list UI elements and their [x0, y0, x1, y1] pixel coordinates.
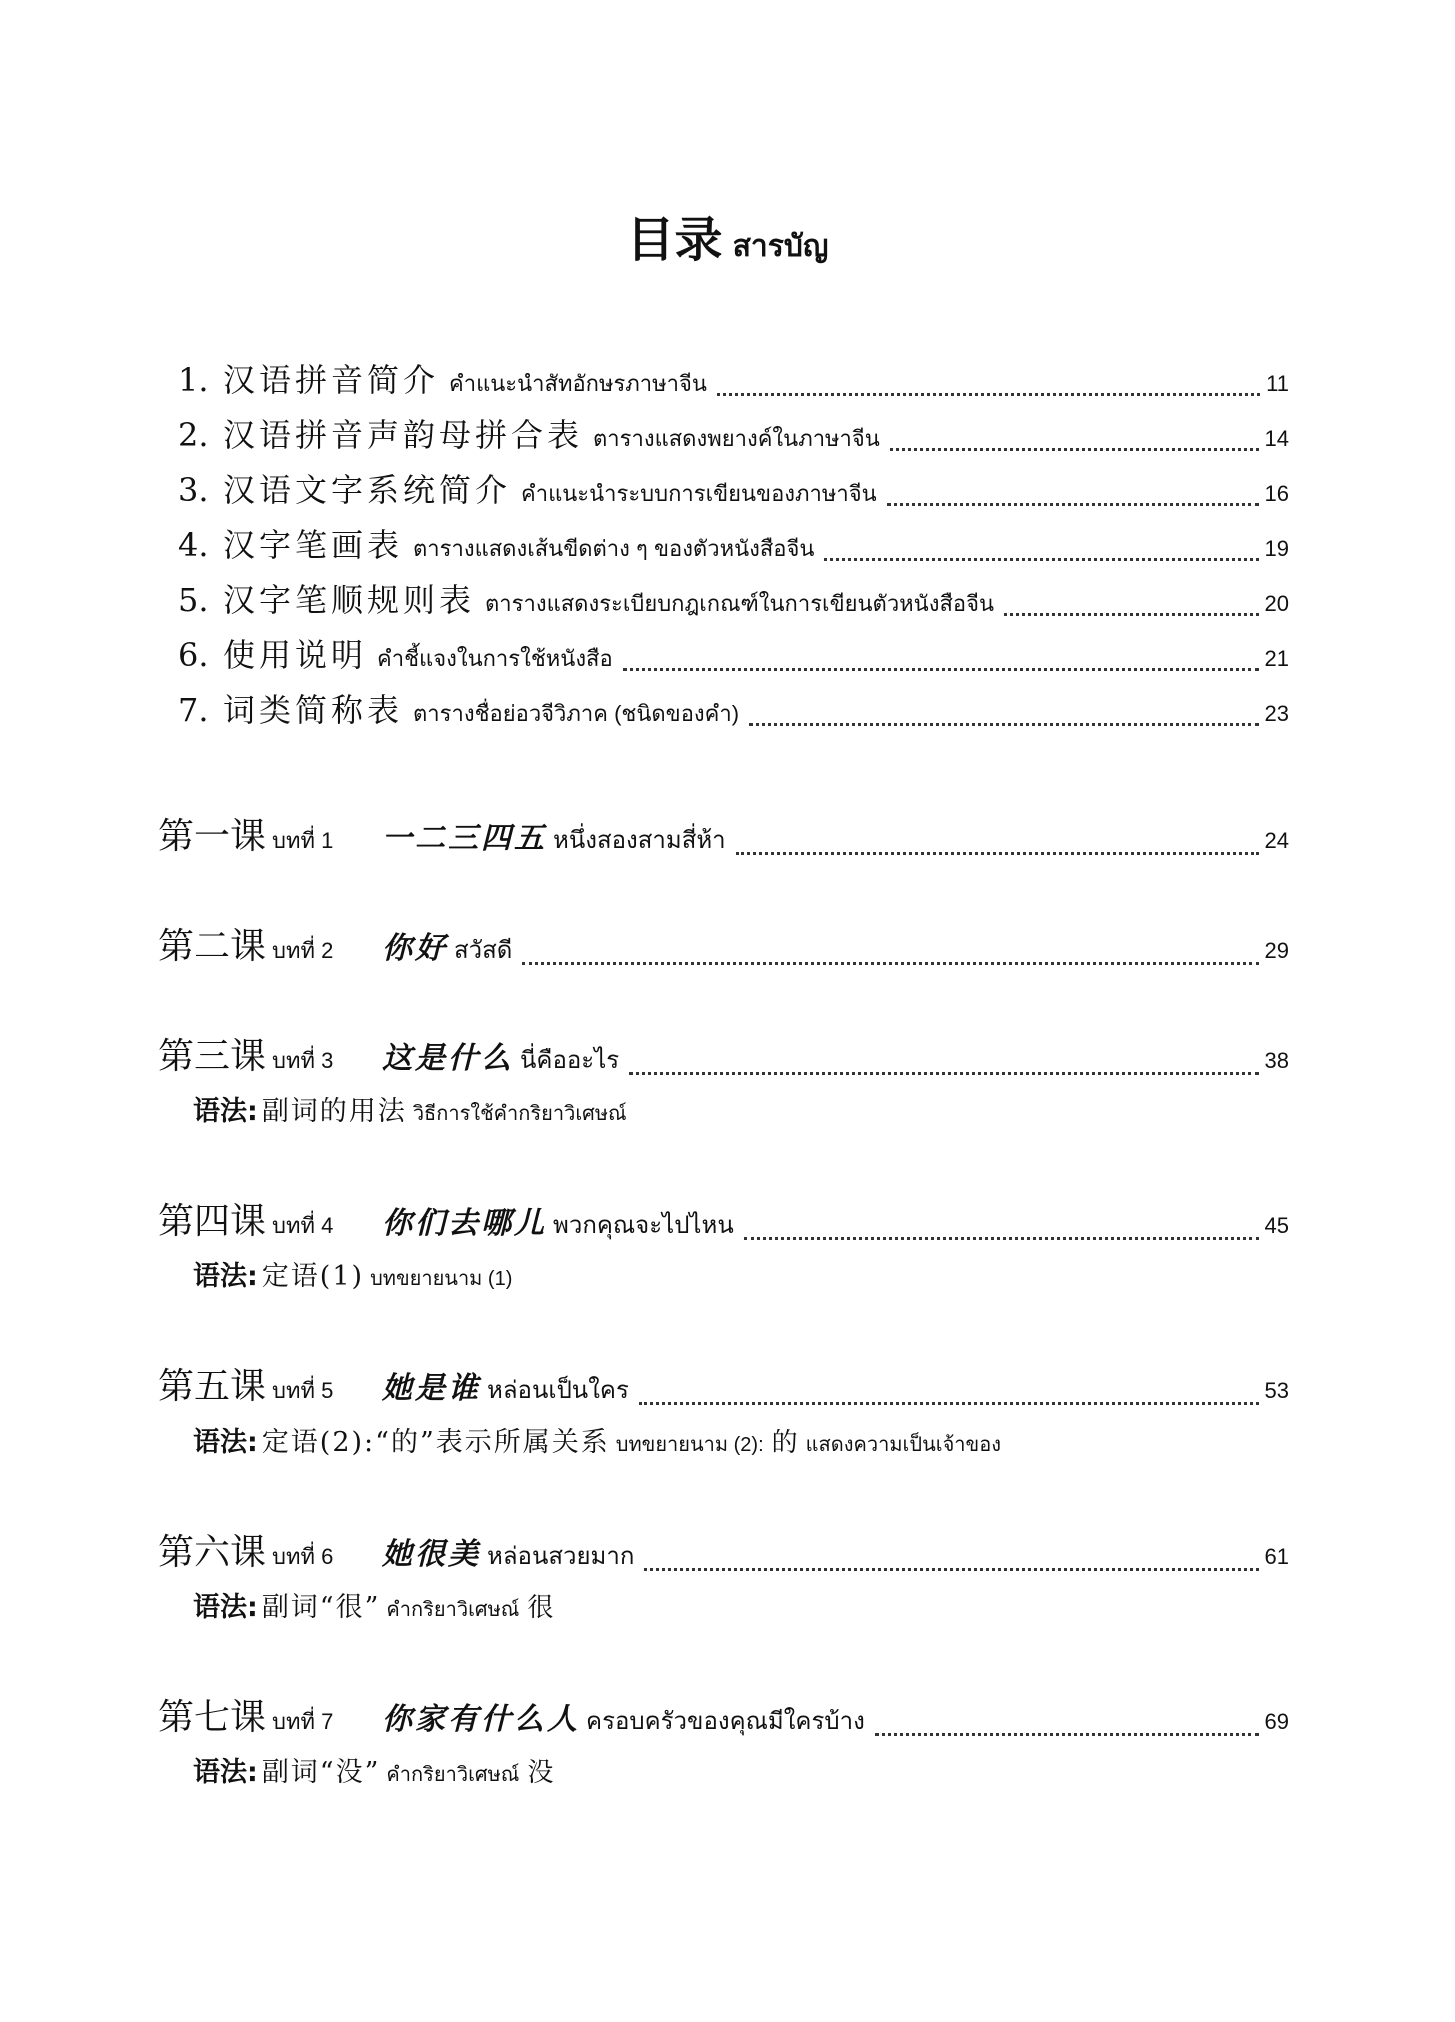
- lesson-number-zh: 第一课: [158, 816, 267, 857]
- lesson-title-zh: 你好: [382, 931, 449, 966]
- dot-leader: [623, 668, 1259, 671]
- lesson-title-th: ครอบครัวของคุณมีใครบ้าง: [586, 1708, 865, 1735]
- grammar-label: 语法:: [193, 1427, 258, 1458]
- item-number: 4.: [178, 526, 209, 564]
- grammar-label: 语法:: [193, 1096, 258, 1127]
- grammar-topic-zh: 副词“没”: [261, 1757, 381, 1788]
- lesson-number-th: บทที่ 6: [272, 1544, 334, 1569]
- lesson-title-zh: 她很美: [382, 1537, 482, 1572]
- item-number: 2.: [178, 416, 209, 454]
- dot-leader: [522, 962, 1258, 965]
- lesson-title-th: สวัสดี: [454, 937, 513, 964]
- item-title-zh: 汉字笔画表: [223, 526, 404, 564]
- lesson-page-number: 61: [1264, 1544, 1289, 1569]
- lesson-title-zh: 她是谁: [382, 1371, 482, 1406]
- toc-lesson-5[interactable]: [158, 1358, 1289, 1414]
- page-title: [0, 205, 1455, 286]
- toc-intro-item-1[interactable]: [178, 355, 1289, 405]
- grammar-topic-zh: 副词“很”: [261, 1592, 381, 1623]
- grammar-topic-th: วิธีการใช้คำกริยาวิเศษณ์: [412, 1103, 627, 1125]
- lesson-number-zh: 第二课: [158, 926, 267, 967]
- dot-leader: [744, 1237, 1259, 1240]
- lesson-page-number: 38: [1264, 1048, 1289, 1073]
- dot-leader: [890, 448, 1259, 451]
- dot-leader: [736, 852, 1259, 855]
- item-page-number: 19: [1264, 536, 1289, 561]
- lesson-title-th: พวกคุณจะไปไหน: [553, 1212, 734, 1239]
- grammar-topic-zh-extra: 很: [527, 1593, 554, 1623]
- lesson-title-zh: 这是什么: [382, 1041, 515, 1076]
- item-page-number: 23: [1264, 701, 1289, 726]
- lesson-title-zh: 你家有什么人: [382, 1702, 581, 1737]
- item-title-zh: 汉语拼音简介: [223, 361, 440, 399]
- dot-leader: [824, 558, 1258, 561]
- toc-intro-item-2[interactable]: [178, 410, 1289, 460]
- item-page-number: 21: [1264, 646, 1289, 671]
- lesson-title-th: หนึ่งสองสามสี่ห้า: [553, 827, 726, 854]
- item-title-th: ตารางแสดงเส้นขีดต่าง ๆ ของตัวหนังสือจีน: [413, 536, 815, 561]
- lesson-number-th: บทที่ 2: [272, 938, 334, 963]
- lesson-page-number: 69: [1264, 1709, 1289, 1734]
- lesson-6-grammar: [193, 1585, 553, 1625]
- item-title-zh: 汉字笔顺规则表: [223, 581, 476, 619]
- item-title-th: คำแนะนำระบบการเขียนของภาษาจีน: [521, 481, 877, 506]
- item-page-number: 11: [1266, 371, 1289, 396]
- lesson-number-th: บทที่ 1: [272, 828, 334, 853]
- item-title-zh: 汉语文字系统简介: [223, 471, 512, 509]
- lesson-title-th: นี่คืออะไร: [520, 1047, 620, 1074]
- dot-leader: [1004, 613, 1258, 616]
- toc-lesson-4[interactable]: [158, 1193, 1289, 1249]
- dot-leader: [749, 723, 1258, 726]
- item-title-th: คำแนะนำสัทอักษรภาษาจีน: [449, 371, 707, 396]
- lesson-page-number: 53: [1264, 1378, 1289, 1403]
- toc-intro-item-6[interactable]: [178, 630, 1289, 680]
- item-title-th: คำชี้แจงในการใช้หนังสือ: [377, 646, 613, 671]
- lesson-title-th: หล่อนเป็นใคร: [487, 1377, 629, 1404]
- lesson-number-zh: 第六课: [158, 1532, 267, 1573]
- grammar-topic-zh-extra: 的: [771, 1428, 798, 1458]
- lesson-7-grammar: [193, 1750, 553, 1790]
- grammar-topic-th: คำกริยาวิเศษณ์: [386, 1764, 520, 1786]
- toc-lesson-6[interactable]: [158, 1524, 1289, 1580]
- dot-leader: [629, 1072, 1258, 1075]
- item-number: 5.: [178, 581, 209, 619]
- grammar-topic-zh-extra: 没: [527, 1758, 554, 1788]
- lesson-number-th: บทที่ 7: [272, 1709, 334, 1734]
- lesson-5-grammar: [193, 1420, 1001, 1460]
- lesson-number-th: บทที่ 4: [272, 1213, 334, 1238]
- item-page-number: 14: [1264, 426, 1289, 451]
- grammar-topic-zh: 定语(1): [261, 1261, 365, 1292]
- toc-lesson-7[interactable]: [158, 1689, 1289, 1745]
- dot-leader: [887, 503, 1259, 506]
- item-title-th: ตารางชื่อย่อวจีวิภาค (ชนิดของคำ): [413, 701, 740, 726]
- lesson-number-th: บทที่ 3: [272, 1048, 334, 1073]
- toc-lesson-1[interactable]: [158, 808, 1289, 864]
- toc-lesson-2[interactable]: [158, 918, 1289, 974]
- grammar-topic-th: บทขยายนาม (2):: [615, 1434, 764, 1456]
- toc-intro-item-4[interactable]: [178, 520, 1289, 570]
- toc-intro-item-5[interactable]: [178, 575, 1289, 625]
- item-title-th: ตารางแสดงพยางค์ในภาษาจีน: [593, 426, 880, 451]
- lesson-page-number: 45: [1264, 1213, 1289, 1238]
- item-page-number: 20: [1264, 591, 1289, 616]
- toc-intro-item-7[interactable]: [178, 685, 1289, 735]
- lesson-number-zh: 第三课: [158, 1036, 267, 1077]
- dot-leader: [717, 393, 1260, 396]
- dot-leader: [639, 1402, 1259, 1405]
- item-title-zh: 使用说明: [223, 636, 368, 674]
- item-title-zh: 汉语拼音声韵母拼合表: [223, 416, 584, 454]
- title-th: สารบัญ: [732, 230, 829, 263]
- lesson-number-zh: 第七课: [158, 1697, 267, 1738]
- item-page-number: 16: [1264, 481, 1289, 506]
- toc-intro-item-3[interactable]: [178, 465, 1289, 515]
- lesson-4-grammar: [193, 1254, 512, 1294]
- lesson-title-zh: 一二三四五: [382, 821, 548, 856]
- grammar-label: 语法:: [193, 1757, 258, 1788]
- item-number: 1.: [178, 361, 209, 399]
- item-number: 7.: [178, 691, 209, 729]
- grammar-topic-th: บทขยายนาม (1): [370, 1268, 513, 1290]
- lesson-number-zh: 第四课: [158, 1201, 267, 1242]
- lesson-title-th: หล่อนสวยมาก: [487, 1543, 635, 1570]
- item-number: 3.: [178, 471, 209, 509]
- lesson-number-zh: 第五课: [158, 1366, 267, 1407]
- grammar-topic-th: คำกริยาวิเศษณ์: [386, 1599, 520, 1621]
- item-number: 6.: [178, 636, 209, 674]
- dot-leader: [644, 1568, 1258, 1571]
- dot-leader: [875, 1733, 1259, 1736]
- lesson-title-zh: 你们去哪儿: [382, 1206, 548, 1241]
- title-zh: 目录: [626, 212, 723, 268]
- toc-lesson-3[interactable]: [158, 1028, 1289, 1084]
- lesson-number-th: บทที่ 5: [272, 1378, 334, 1403]
- lesson-page-number: 29: [1264, 938, 1289, 963]
- lesson-3-grammar: [193, 1089, 627, 1129]
- grammar-label: 语法:: [193, 1592, 258, 1623]
- grammar-label: 语法:: [193, 1261, 258, 1292]
- grammar-topic-th-extra: แสดงความเป็นเจ้าของ: [805, 1434, 1001, 1456]
- grammar-topic-zh: 定语(2):“的”表示所属关系: [261, 1427, 610, 1458]
- grammar-topic-zh: 副词的用法: [261, 1096, 407, 1127]
- item-title-th: ตารางแสดงระเบียบกฎเกณฑ์ในการเขียนตัวหนังสือจีน: [485, 591, 995, 616]
- item-title-zh: 词类简称表: [223, 691, 404, 729]
- lesson-page-number: 24: [1264, 828, 1289, 853]
